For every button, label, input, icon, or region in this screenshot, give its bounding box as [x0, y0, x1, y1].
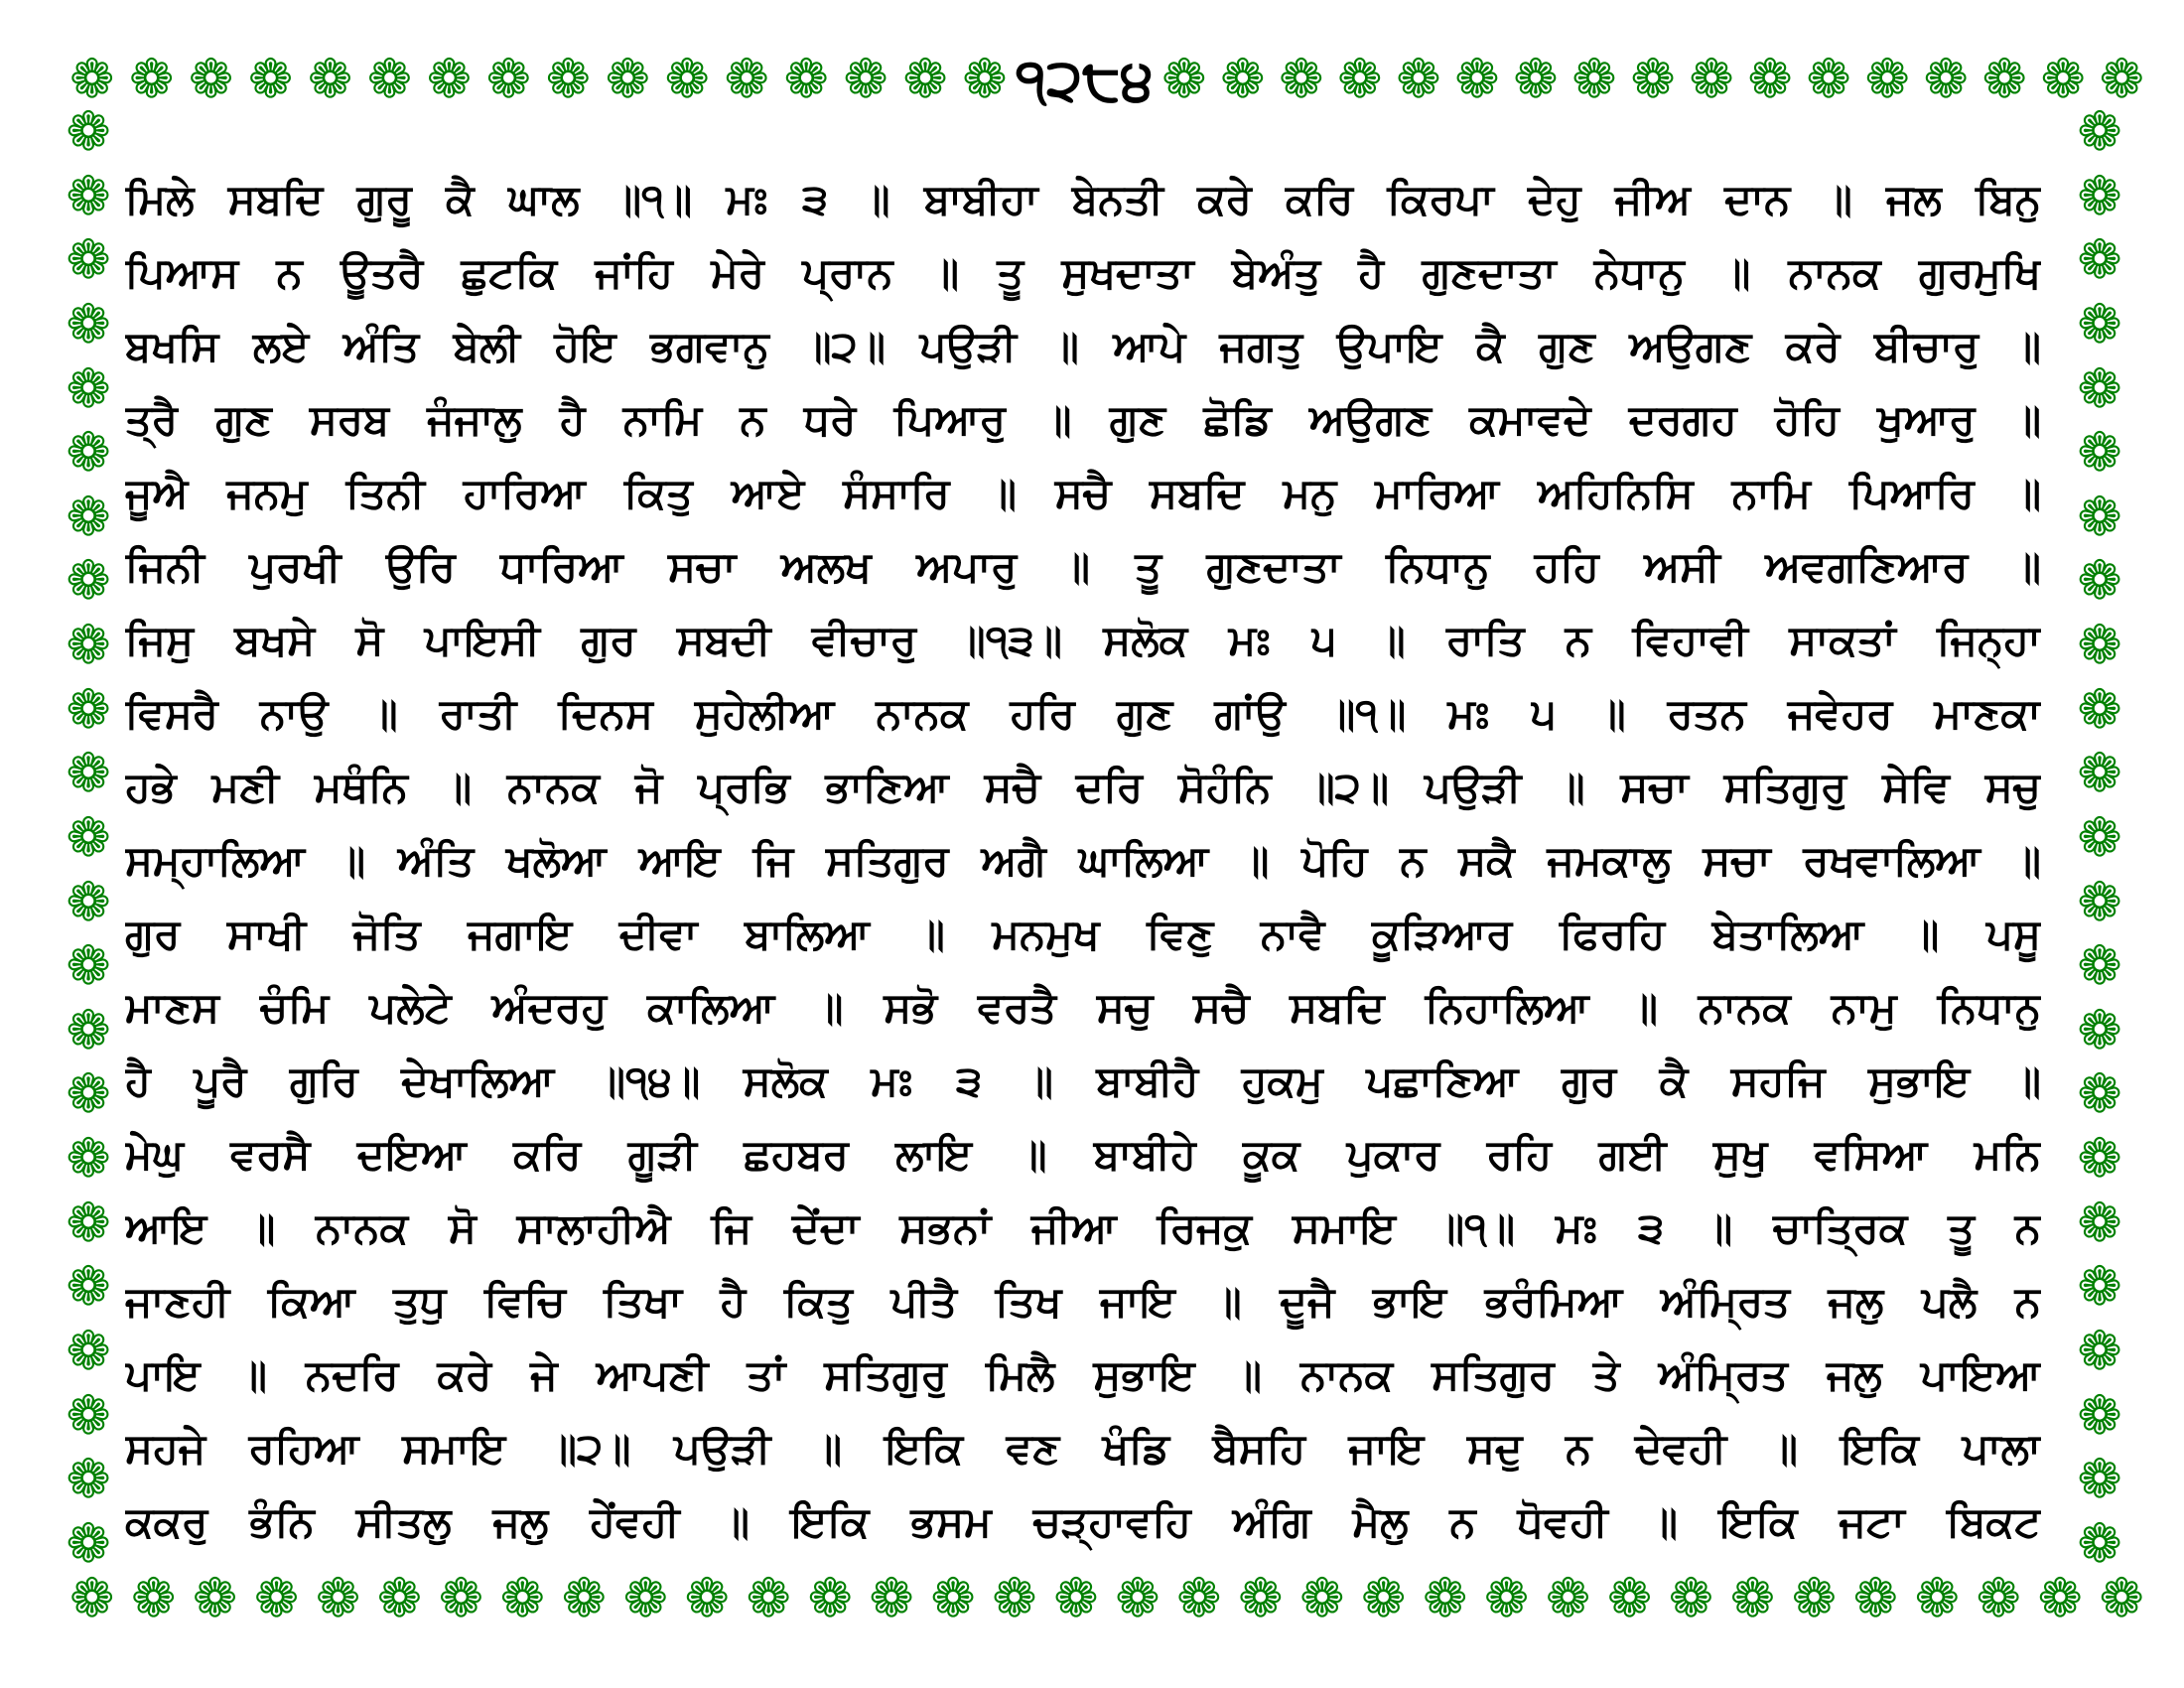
- flower-icon: ❁: [930, 1567, 976, 1629]
- text-line: ਜਾਣਹੀ ਕਿਆ ਤੁਧੁ ਵਿਚਿ ਤਿਖਾ ਹੈ ਕਿਤੁ ਪੀਤੈ ਤਿਖ ਜਾਇ ॥ ਦੂਜੈ ਭਾਇ ਭਰੰਮਿਆ ਅੰਮ੍ਰਿਤ ਜਲੁ ਪਲੈ ਨ: [125, 1277, 2041, 1326]
- flower-icon: ❁: [66, 1127, 111, 1190]
- flower-icon: ❁: [307, 48, 353, 110]
- flower-icon: ❁: [664, 48, 710, 110]
- text-line: ਮਿਲੇ ਸਬਦਿ ਗੁਰੂ ਕੈ ਘਾਲ ॥੧॥ ਮਃ ੩ ॥ ਬਾਬੀਹਾ ਬੇਨਤੀ ਕਰੇ ਕਰਿ ਕਿਰਪਾ ਦੇਹੁ ਜੀਅ ਦਾਨ ॥ ਜਲ ਬਿਨੁ: [125, 175, 2041, 223]
- flower-icon: ❁: [1571, 48, 1617, 110]
- flower-icon: ❁: [605, 48, 650, 110]
- text-line: ਜੂਐ ਜਨਮੁ ਤਿਨੀ ਹਾਰਿਆ ਕਿਤੁ ਆਏ ਸੰਸਾਰਿ ॥ ਸਚੈ ਸਬਦਿ ਮਨੁ ਮਾਰਿਆ ਅਹਿਨਿਸਿ ਨਾਮਿ ਪਿਆਰਿ ॥: [125, 469, 2041, 517]
- flower-icon: ❁: [1747, 48, 1793, 110]
- flower-icon: ❁: [485, 48, 531, 110]
- flower-icon: ❁: [1976, 1567, 2021, 1629]
- text-line: ਪਾਇ ॥ ਨਦਰਿ ਕਰੇ ਜੇ ਆਪਣੀ ਤਾਂ ਸਤਿਗੁਰੁ ਮਿਲੈ ਸੁਭਾਇ ॥ ਨਾਨਕ ਸਤਿਗੁਰ ਤੇ ਅੰਮ੍ਰਿਤ ਜਲੁ ਪਾਇਆ: [125, 1350, 2041, 1399]
- flower-icon: ❁: [426, 48, 472, 110]
- text-line: ਬਖਸਿ ਲਏ ਅੰਤਿ ਬੇਲੀ ਹੋਇ ਭਗਵਾਨੁ ॥੨॥ ਪਉੜੀ ॥ ਆਪੇ ਜਗਤੁ ਉਪਾਇ ਕੈ ਗੁਣ ਅਉਗਣ ਕਰੇ ਬੀਚਾਰੁ ॥: [125, 322, 2041, 370]
- flower-icon: ❁: [2077, 614, 2122, 676]
- flower-icon: ❁: [1053, 1567, 1099, 1629]
- flower-icon: ❁: [66, 485, 111, 548]
- flower-icon: ❁: [2077, 1255, 2122, 1319]
- flower-icon: ❁: [66, 934, 111, 998]
- flower-icon: ❁: [1981, 48, 2027, 110]
- flower-icon: ❁: [545, 48, 591, 110]
- flower-icon: ❁: [1606, 1567, 1653, 1629]
- text-line: ਸਮ੍ਹਾਲਿਆ ॥ ਅੰਤਿ ਖਲੋਆ ਆਇ ਜਿ ਸਤਿਗੁਰ ਅਗੈ ਘਾਲਿਆ ॥ ਪੋਹਿ ਨ ਸਕੈ ਜਮਕਾਲੁ ਸਚਾ ਰਖਵਾਲਿਆ ॥: [125, 836, 2041, 885]
- flower-icon: ❁: [2077, 100, 2122, 163]
- flower-icon: ❁: [66, 549, 111, 613]
- scripture-text: [125, 163, 2041, 1559]
- flower-icon: ❁: [2077, 1383, 2122, 1447]
- flower-icon: ❁: [2077, 485, 2122, 548]
- flower-icon: ❁: [807, 1567, 853, 1629]
- flower-icon: ❁: [2099, 1567, 2144, 1629]
- flower-icon: ❁: [2077, 164, 2122, 227]
- flower-icon: ❁: [2077, 1127, 2122, 1190]
- text-line: ਜਿਨੀ ਪੁਰਖੀ ਉਰਿ ਧਾਰਿਆ ਸਚਾ ਅਲਖ ਅਪਾਰੁ ॥ ਤੂ ਗੁਣਦਾਤਾ ਨਿਧਾਨੁ ਹਹਿ ਅਸੀ ਅਵਗਣਿਆਰ ॥: [125, 542, 2041, 591]
- flower-icon: ❁: [247, 48, 294, 110]
- flower-icon: ❁: [2077, 934, 2122, 998]
- flower-icon: ❁: [1864, 48, 1910, 110]
- page-number: ੧੨੮੪: [1015, 46, 1155, 113]
- right-border-ornaments: [2069, 100, 2130, 1575]
- flower-icon: ❁: [66, 100, 111, 163]
- flower-icon: ❁: [1630, 48, 1676, 110]
- flower-icon: ❁: [1161, 48, 1207, 110]
- flower-icon: ❁: [622, 1567, 668, 1629]
- flower-icon: ❁: [66, 677, 111, 741]
- flower-icon: ❁: [66, 1191, 111, 1254]
- text-line: ਜਿਸੁ ਬਖਸੇ ਸੋ ਪਾਇਸੀ ਗੁਰ ਸਬਦੀ ਵੀਚਾਰੁ ॥੧੩॥ ਸਲੋਕ ਮਃ ੫ ॥ ਰਾਤਿ ਨ ਵਿਹਾਵੀ ਸਾਕਤਾਂ ਜਿਨ੍ਹਾ: [125, 616, 2041, 664]
- flower-icon: ❁: [66, 1255, 111, 1319]
- flower-icon: ❁: [66, 805, 111, 869]
- flower-icon: ❁: [1337, 48, 1383, 110]
- flower-icon: ❁: [1238, 1567, 1284, 1629]
- flower-icon: ❁: [2077, 228, 2122, 292]
- flower-icon: ❁: [1791, 1567, 1837, 1629]
- flower-icon: ❁: [66, 292, 111, 355]
- flower-icon: ❁: [66, 614, 111, 676]
- flower-icon: ❁: [376, 1567, 423, 1629]
- flower-icon: ❁: [69, 1567, 115, 1629]
- flower-icon: ❁: [66, 164, 111, 227]
- flower-icon: ❁: [724, 48, 769, 110]
- flower-icon: ❁: [869, 1567, 914, 1629]
- flower-icon: ❁: [1361, 1567, 1407, 1629]
- flower-icon: ❁: [1422, 1567, 1468, 1629]
- flower-icon: ❁: [2040, 48, 2086, 110]
- text-line: ਮੇਘੁ ਵਰਸੈ ਦਇਆ ਕਰਿ ਗੂੜੀ ਛਹਬਰ ਲਾਇ ॥ ਬਾਬੀਹੇ ਕੂਕ ਪੁਕਾਰ ਰਹਿ ਗਈ ਸੁਖੁ ਵਸਿਆ ਮਨਿ: [125, 1130, 2041, 1179]
- flower-icon: ❁: [2077, 1191, 2122, 1254]
- text-line: ਆਇ ॥ ਨਾਨਕ ਸੋ ਸਾਲਾਹੀਐ ਜਿ ਦੇਂਦਾ ਸਭਨਾਂ ਜੀਆ ਰਿਜਕੁ ਸਮਾਇ ॥੧॥ ਮਃ ੩ ॥ ਚਾਤ੍ਰਿਕ ਤੂ ਨ: [125, 1203, 2041, 1252]
- flower-icon: ❁: [2077, 421, 2122, 485]
- flower-icon: ❁: [366, 48, 413, 110]
- text-line: ਮਾਣਸ ਚੰਮਿ ਪਲੇਟੇ ਅੰਦਰਹੁ ਕਾਲਿਆ ॥ ਸਭੋ ਵਰਤੈ ਸਚੁ ਸਚੈ ਸਬਦਿ ਨਿਹਾਲਿਆ ॥ ਨਾਨਕ ਨਾਮੁ ਨਿਧਾਨੁ: [125, 983, 2041, 1032]
- flower-icon: ❁: [192, 1567, 238, 1629]
- flower-icon: ❁: [66, 1319, 111, 1382]
- flower-icon: ❁: [1483, 1567, 1530, 1629]
- flower-icon: ❁: [66, 1511, 111, 1575]
- flower-icon: ❁: [2077, 356, 2122, 420]
- flower-icon: ❁: [902, 48, 948, 110]
- flower-icon: ❁: [130, 1567, 177, 1629]
- flower-icon: ❁: [66, 1383, 111, 1447]
- flower-icon: ❁: [746, 1567, 791, 1629]
- bottom-border-ornaments: [69, 1569, 2144, 1628]
- text-line: ਹੈ ਪੂਰੈ ਗੁਰਿ ਦੇਖਾਲਿਆ ॥੧੪॥ ਸਲੋਕ ਮਃ ੩ ॥ ਬਾਬੀਹੈ ਹੁਕਮੁ ਪਛਾਣਿਆ ਗੁਰ ਕੈ ਸਹਜਿ ਸੁਭਾਇ ॥: [125, 1056, 2041, 1105]
- flower-icon: ❁: [2077, 998, 2122, 1061]
- flower-icon: ❁: [1689, 48, 1734, 110]
- flower-icon: ❁: [2077, 292, 2122, 355]
- flower-icon: ❁: [66, 1448, 111, 1511]
- flower-icon: ❁: [843, 48, 888, 110]
- flower-icon: ❁: [2077, 870, 2122, 933]
- text-line: ਹਭੇ ਮਣੀ ਮਥੰਨਿ ॥ ਨਾਨਕ ਜੋ ਪ੍ਰਭਿ ਭਾਣਿਆ ਸਚੈ ਦਰਿ ਸੋਹੰਨਿ ॥੨॥ ਪਉੜੀ ॥ ਸਚਾ ਸਤਿਗੁਰੁ ਸੇਵਿ ਸਚੁ: [125, 763, 2041, 811]
- flower-icon: ❁: [499, 1567, 545, 1629]
- flower-icon: ❁: [438, 1567, 483, 1629]
- top-border-ornaments: [69, 46, 2144, 113]
- flower-icon: ❁: [1668, 1567, 1714, 1629]
- flower-icon: ❁: [69, 48, 115, 110]
- flower-icon: ❁: [1220, 48, 1266, 110]
- text-line: ਸਹਜੇ ਰਹਿਆ ਸਮਾਇ ॥੨॥ ਪਉੜੀ ॥ ਇਕਿ ਵਣ ਖੰਡਿ ਬੈਸਹਿ ਜਾਇ ਸਦੁ ਨ ਦੇਵਹੀ ॥ ਇਕਿ ਪਾਲਾ: [125, 1424, 2041, 1473]
- flower-icon: ❁: [2077, 805, 2122, 869]
- flower-icon: ❁: [2077, 677, 2122, 741]
- flower-icon: ❁: [2077, 1511, 2122, 1575]
- flower-icon: ❁: [2077, 1062, 2122, 1126]
- flower-icon: ❁: [66, 742, 111, 805]
- flower-icon: ❁: [1396, 48, 1441, 110]
- flower-icon: ❁: [1279, 48, 1324, 110]
- flower-icon: ❁: [1176, 1567, 1222, 1629]
- top-right-flower-run: [1161, 48, 2144, 110]
- flower-icon: ❁: [962, 48, 1008, 110]
- text-line: ਵਿਸਰੈ ਨਾਉ ॥ ਰਾਤੀ ਦਿਨਸ ਸੁਹੇਲੀਆ ਨਾਨਕ ਹਰਿ ਗੁਣ ਗਾਂਉ ॥੧॥ ਮਃ ੫ ॥ ਰਤਨ ਜਵੇਹਰ ਮਾਣਕਾ: [125, 689, 2041, 738]
- flower-icon: ❁: [2077, 1448, 2122, 1511]
- flower-icon: ❁: [1513, 48, 1559, 110]
- flower-icon: ❁: [66, 421, 111, 485]
- flower-icon: ❁: [188, 48, 234, 110]
- flower-icon: ❁: [992, 1567, 1037, 1629]
- flower-icon: ❁: [1115, 1567, 1160, 1629]
- flower-icon: ❁: [315, 1567, 361, 1629]
- flower-icon: ❁: [66, 870, 111, 933]
- flower-icon: ❁: [1806, 48, 1851, 110]
- flower-icon: ❁: [1923, 48, 1969, 110]
- left-border-ornaments: [58, 100, 119, 1575]
- flower-icon: ❁: [2099, 48, 2144, 110]
- flower-icon: ❁: [66, 998, 111, 1061]
- flower-icon: ❁: [66, 356, 111, 420]
- flower-icon: ❁: [1299, 1567, 1345, 1629]
- flower-icon: ❁: [2037, 1567, 2083, 1629]
- flower-icon: ❁: [783, 48, 829, 110]
- flower-icon: ❁: [2077, 1319, 2122, 1382]
- flower-icon: ❁: [1852, 1567, 1898, 1629]
- text-line: ਪਿਆਸ ਨ ਊਤਰੈ ਛੁਟਕਿ ਜਾਂਹਿ ਮੇਰੇ ਪ੍ਰਾਨ ॥ ਤੂ ਸੁਖਦਾਤਾ ਬੇਅੰਤੁ ਹੈ ਗੁਣਦਾਤਾ ਨੇਧਾਨੁ ॥ ਨਾਨਕ ਗੁਰਮੁਖਿ: [125, 248, 2041, 297]
- text-line: ਤ੍ਰੈ ਗੁਣ ਸਰਬ ਜੰਜਾਲੁ ਹੈ ਨਾਮਿ ਨ ਧਰੇ ਪਿਆਰੁ ॥ ਗੁਣ ਛੋਡਿ ਅਉਗਣ ਕਮਾਵਦੇ ਦਰਗਹ ਹੋਹਿ ਖੁਆਰੁ ॥: [125, 395, 2041, 444]
- text-line: ਗੁਰ ਸਾਖੀ ਜੋਤਿ ਜਗਾਇ ਦੀਵਾ ਬਾਲਿਆ ॥ ਮਨਮੁਖ ਵਿਣੁ ਨਾਵੈ ਕੂੜਿਆਰ ਫਿਰਹਿ ਬੇਤਾਲਿਆ ॥ ਪਸੂ: [125, 910, 2041, 958]
- text-line: ਕਕਰੁ ਭੰਨਿ ਸੀਤਲੁ ਜਲੁ ਹੇਂਵਹੀ ॥ ਇਕਿ ਭਸਮ ਚੜ੍ਹਾਵਹਿ ਅੰਗਿ ਮੈਲੁ ਨ ਧੋਵਹੀ ॥ ਇਕਿ ਜਟਾ ਬਿਕਟ: [125, 1497, 2041, 1546]
- flower-icon: ❁: [253, 1567, 300, 1629]
- flower-icon: ❁: [684, 1567, 730, 1629]
- flower-icon: ❁: [2077, 549, 2122, 613]
- top-left-flower-run: [69, 48, 1008, 110]
- flower-icon: ❁: [1914, 1567, 1960, 1629]
- flower-icon: ❁: [66, 228, 111, 292]
- flower-icon: ❁: [66, 1062, 111, 1126]
- flower-icon: ❁: [1729, 1567, 1775, 1629]
- flower-icon: ❁: [1545, 1567, 1591, 1629]
- flower-icon: ❁: [128, 48, 175, 110]
- flower-icon: ❁: [2077, 742, 2122, 805]
- flower-icon: ❁: [1454, 48, 1500, 110]
- flower-icon: ❁: [561, 1567, 607, 1629]
